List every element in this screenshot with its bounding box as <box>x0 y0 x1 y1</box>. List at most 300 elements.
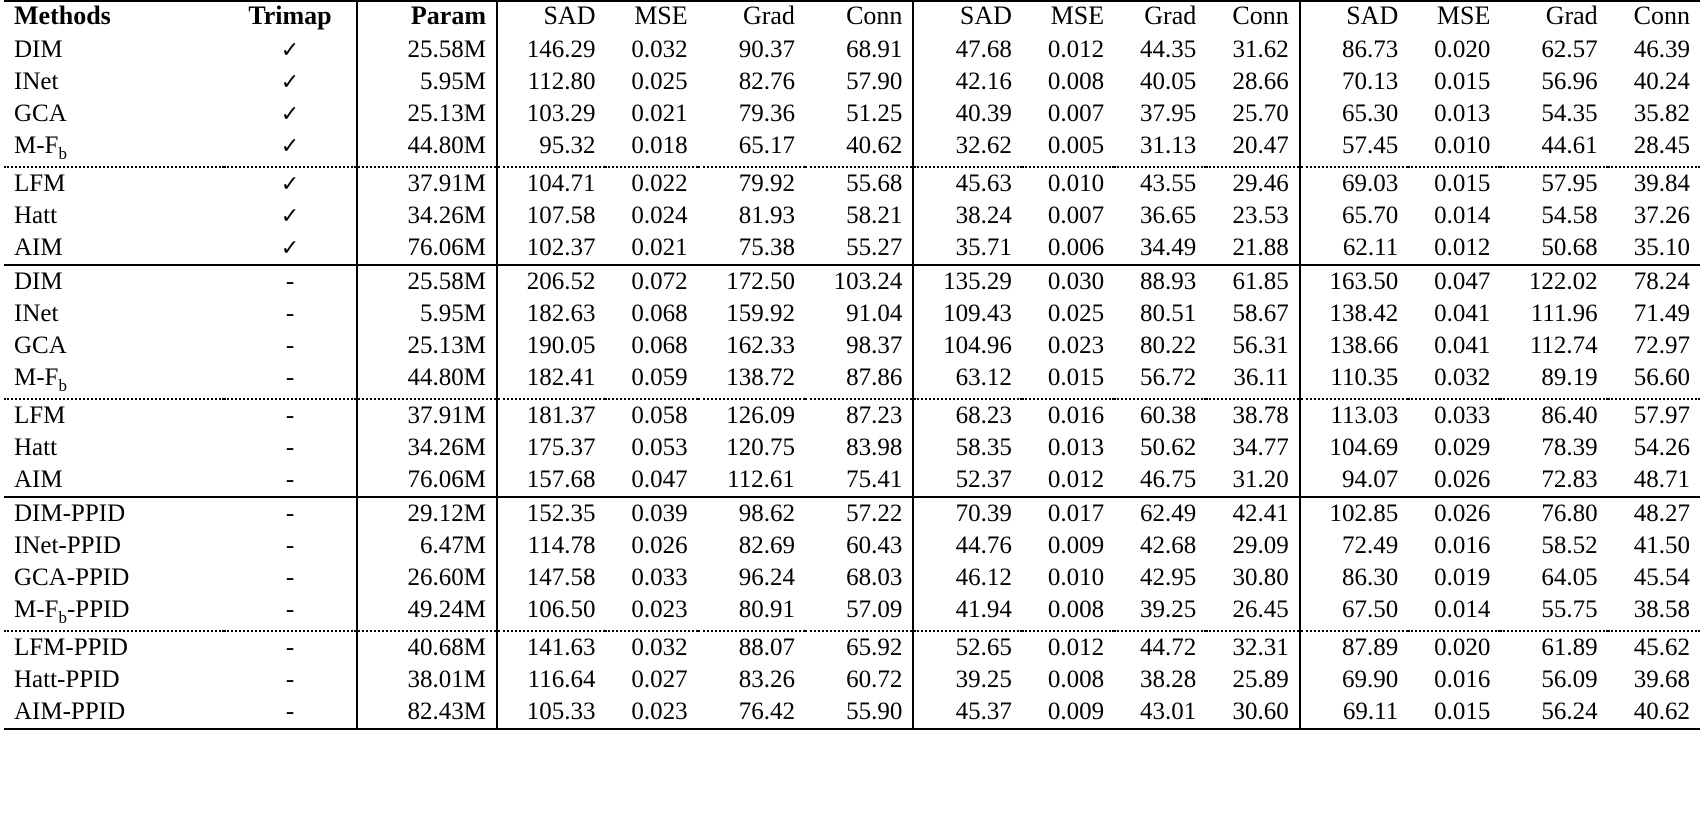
cell-metric: 58.52 <box>1541 532 1598 559</box>
cell-metric: 0.008 <box>1047 596 1105 623</box>
table-row <box>4 200 1700 232</box>
cell-metric: 0.008 <box>1047 666 1105 693</box>
cell-metric: 0.010 <box>1047 564 1105 591</box>
cell-metric: 112.61 <box>727 466 795 493</box>
cell-metric: 62.57 <box>1541 36 1598 63</box>
cell-param: 76.06M <box>357 464 497 497</box>
cell-metric: 82.76 <box>738 68 795 95</box>
cell-metric: 94.07 <box>1300 464 1408 497</box>
cell-param: 44.80M <box>357 130 497 167</box>
cell-metric: 0.033 <box>631 564 688 591</box>
cell-metric: 82.69 <box>738 532 795 559</box>
cell-param: 25.13M <box>357 330 497 362</box>
cell-metric: 42.16 <box>913 66 1021 98</box>
cell-metric: 65.92 <box>805 631 913 664</box>
header-g2-mse: MSE <box>1022 1 1114 34</box>
cell-method: AIM-PPID <box>4 696 224 729</box>
cell-metric: 56.60 <box>1633 364 1690 391</box>
cell-metric: 50.62 <box>1140 434 1197 461</box>
cell-metric: 0.023 <box>1047 332 1105 359</box>
cell-metric: 0.013 <box>1047 434 1105 461</box>
header-methods: Methods <box>4 1 224 34</box>
cell-metric: 45.37 <box>913 696 1021 729</box>
cell-metric: 72.49 <box>1300 530 1408 562</box>
header-trimap: Trimap <box>224 1 357 34</box>
cell-metric: 113.03 <box>1300 399 1408 432</box>
cell-metric: 206.52 <box>497 265 605 298</box>
cell-metric: 41.94 <box>913 594 1021 631</box>
cell-metric: 83.98 <box>846 434 903 461</box>
cell-param: 49.24M <box>357 594 497 631</box>
table-row <box>4 167 1700 200</box>
cell-metric: 96.24 <box>738 564 795 591</box>
cell-metric: 54.26 <box>1633 434 1690 461</box>
cell-metric: 0.012 <box>1047 466 1105 493</box>
cell-metric: 107.58 <box>497 200 605 232</box>
cell-metric: 57.45 <box>1300 130 1408 167</box>
table-row <box>4 362 1700 399</box>
cell-metric: 65.17 <box>738 132 795 159</box>
cell-trimap: - <box>224 265 357 298</box>
cell-metric: 0.021 <box>631 234 688 261</box>
cell-metric: 0.015 <box>1047 364 1105 391</box>
cell-metric: 152.35 <box>497 497 605 530</box>
cell-metric: 35.71 <box>913 232 1021 265</box>
cell-trimap: - <box>285 466 295 493</box>
cell-trimap: - <box>224 631 357 664</box>
cell-metric: 61.89 <box>1500 631 1607 664</box>
cell-method: INet <box>14 68 59 95</box>
cell-metric: 28.66 <box>1232 68 1289 95</box>
table-row <box>4 696 1700 729</box>
cell-trimap: - <box>285 564 295 591</box>
cell-param: 44.80M <box>357 362 497 399</box>
cell-metric: 29.09 <box>1232 532 1289 559</box>
cell-metric: 34.49 <box>1140 234 1197 261</box>
cell-param: 34.26M <box>357 200 497 232</box>
cell-method: LFM-PPID <box>4 631 224 664</box>
cell-metric: 89.19 <box>1541 364 1598 391</box>
cell-metric: 75.41 <box>846 466 903 493</box>
cell-metric: 0.024 <box>631 202 688 229</box>
cell-metric: 0.012 <box>1047 36 1105 63</box>
cell-metric: 30.60 <box>1206 696 1299 729</box>
cell-metric: 60.38 <box>1114 399 1206 432</box>
cell-metric: 54.35 <box>1541 100 1598 127</box>
cell-metric: 36.65 <box>1140 202 1197 229</box>
cell-metric: 86.40 <box>1500 399 1607 432</box>
cell-metric: 104.71 <box>497 167 605 200</box>
cell-metric: 71.49 <box>1633 300 1690 327</box>
cell-metric: 61.85 <box>1206 265 1299 298</box>
header-g1-sad: SAD <box>497 1 605 34</box>
cell-metric: 72.97 <box>1633 332 1690 359</box>
header-g3-sad: SAD <box>1300 1 1408 34</box>
cell-metric: 0.015 <box>1408 167 1500 200</box>
cell-method: LFM <box>4 167 224 200</box>
cell-metric: 98.37 <box>846 332 903 359</box>
cell-method: Hatt <box>14 434 58 461</box>
cell-metric: 172.50 <box>698 265 805 298</box>
cell-metric: 0.041 <box>1434 332 1491 359</box>
cell-method: $M-F_b$ <box>14 364 67 395</box>
cell-trimap: - <box>285 300 295 327</box>
cell-metric: 102.37 <box>497 232 605 265</box>
cell-metric: 0.025 <box>1047 300 1105 327</box>
cell-metric: 38.28 <box>1140 666 1197 693</box>
cell-metric: 0.013 <box>1434 100 1491 127</box>
cell-metric: 109.43 <box>913 298 1021 330</box>
cell-trimap: - <box>285 364 295 391</box>
table-row <box>4 594 1700 631</box>
cell-metric: 0.018 <box>631 132 688 159</box>
cell-metric: 56.96 <box>1541 68 1598 95</box>
cell-metric: 62.49 <box>1114 497 1206 530</box>
cell-metric: 106.50 <box>497 594 605 631</box>
cell-metric: 39.25 <box>1140 596 1197 623</box>
cell-metric: 88.07 <box>698 631 805 664</box>
cell-metric: 182.41 <box>497 362 605 399</box>
cell-metric: 80.91 <box>738 596 795 623</box>
cell-metric: 72.83 <box>1541 466 1598 493</box>
cell-metric: 70.39 <box>913 497 1021 530</box>
cell-metric: 0.014 <box>1434 202 1491 229</box>
cell-metric: 68.03 <box>846 564 903 591</box>
cell-metric: 110.35 <box>1300 362 1408 399</box>
table-row <box>4 130 1700 167</box>
cell-metric: 40.39 <box>913 98 1021 130</box>
table-row <box>4 34 1700 66</box>
cell-metric: 126.09 <box>698 399 805 432</box>
cell-method: Hatt-PPID <box>14 666 120 693</box>
cell-metric: 28.45 <box>1633 132 1690 159</box>
cell-metric: 54.58 <box>1541 202 1598 229</box>
cell-method: LFM <box>4 399 224 432</box>
cell-metric: 57.90 <box>846 68 903 95</box>
cell-metric: 30.80 <box>1232 564 1289 591</box>
header-param: Param <box>357 1 497 34</box>
cell-metric: 0.008 <box>1047 68 1105 95</box>
cell-metric: 120.75 <box>726 434 795 461</box>
table-row <box>4 631 1700 664</box>
header-g2-sad: SAD <box>913 1 1021 34</box>
cell-metric: 0.030 <box>1022 265 1114 298</box>
cell-param: 25.58M <box>357 34 497 66</box>
cell-metric: 36.11 <box>1233 364 1289 391</box>
cell-metric: 0.068 <box>631 300 688 327</box>
table-row <box>4 298 1700 330</box>
cell-metric: 0.023 <box>605 696 697 729</box>
cell-metric: 45.62 <box>1608 631 1700 664</box>
table-row <box>4 330 1700 362</box>
cell-metric: 79.36 <box>738 100 795 127</box>
cell-metric: 0.009 <box>1022 696 1114 729</box>
cell-metric: 39.25 <box>913 664 1021 696</box>
cell-metric: 31.20 <box>1232 466 1289 493</box>
header-g1-grad: Grad <box>698 1 805 34</box>
cell-metric: 69.90 <box>1300 664 1408 696</box>
cell-metric: 0.017 <box>1022 497 1114 530</box>
cell-method: DIM <box>4 265 224 298</box>
cell-metric: 56.72 <box>1140 364 1197 391</box>
cell-metric: 40.62 <box>1608 696 1700 729</box>
cell-metric: 0.016 <box>1434 666 1491 693</box>
cell-metric: 25.89 <box>1232 666 1289 693</box>
cell-metric: 0.041 <box>1434 300 1491 327</box>
cell-metric: 62.11 <box>1300 232 1408 265</box>
cell-metric: 116.64 <box>497 664 605 696</box>
cell-metric: 25.70 <box>1232 100 1289 127</box>
cell-metric: 69.11 <box>1300 696 1408 729</box>
cell-method: $M-F_b$ <box>14 132 67 163</box>
cell-metric: 138.66 <box>1300 330 1408 362</box>
cell-trimap: - <box>285 532 295 559</box>
cell-metric: 68.91 <box>846 36 903 63</box>
cell-metric: 57.97 <box>1608 399 1700 432</box>
cell-method: AIM <box>14 234 63 261</box>
cell-metric: 55.27 <box>846 234 903 261</box>
cell-metric: 0.026 <box>1408 497 1500 530</box>
cell-metric: 0.009 <box>1047 532 1105 559</box>
cell-metric: 70.13 <box>1300 66 1408 98</box>
cell-metric: 114.78 <box>497 530 605 562</box>
cell-metric: 190.05 <box>497 330 605 362</box>
cell-metric: 0.015 <box>1434 68 1491 95</box>
cell-metric: 32.62 <box>913 130 1021 167</box>
cell-metric: 0.032 <box>1434 364 1491 391</box>
cell-metric: 56.31 <box>1232 332 1289 359</box>
cell-metric: 103.29 <box>497 98 605 130</box>
cell-metric: 146.29 <box>497 34 605 66</box>
cell-metric: 75.38 <box>738 234 795 261</box>
cell-metric: 147.58 <box>497 562 605 594</box>
cell-param: 6.47M <box>357 530 497 562</box>
cell-param: 5.95M <box>357 66 497 98</box>
cell-metric: 0.068 <box>631 332 688 359</box>
cell-metric: 38.58 <box>1633 596 1690 623</box>
cell-metric: 52.65 <box>913 631 1021 664</box>
cell-metric: 34.77 <box>1232 434 1289 461</box>
cell-metric: 0.047 <box>631 466 688 493</box>
header-g2-grad: Grad <box>1114 1 1206 34</box>
cell-metric: 111.96 <box>1530 300 1598 327</box>
cell-metric: 0.020 <box>1408 631 1500 664</box>
cell-metric: 57.22 <box>805 497 913 530</box>
cell-metric: 0.039 <box>605 497 697 530</box>
cell-trimap: ✓ <box>224 167 357 200</box>
cell-param: 76.06M <box>357 232 497 265</box>
cell-metric: 0.007 <box>1047 202 1105 229</box>
cell-metric: 56.09 <box>1541 666 1598 693</box>
cell-param: 25.58M <box>357 265 497 298</box>
cell-trimap: - <box>285 332 295 359</box>
cell-metric: 0.032 <box>605 631 697 664</box>
table-row <box>4 497 1700 530</box>
header-row <box>4 1 1700 34</box>
cell-metric: 63.12 <box>913 362 1021 399</box>
cell-metric: 105.33 <box>497 696 605 729</box>
cell-method: INet <box>14 300 59 327</box>
cell-metric: 58.35 <box>913 432 1021 464</box>
cell-metric: 78.24 <box>1608 265 1700 298</box>
cell-metric: 0.015 <box>1408 696 1500 729</box>
cell-metric: 43.55 <box>1114 167 1206 200</box>
cell-metric: 104.69 <box>1300 432 1408 464</box>
cell-metric: 45.54 <box>1633 564 1690 591</box>
cell-metric: 159.92 <box>726 300 795 327</box>
cell-metric: 87.89 <box>1300 631 1408 664</box>
table-body <box>4 34 1700 729</box>
cell-metric: 35.82 <box>1633 100 1690 127</box>
cell-metric: 32.31 <box>1206 631 1299 664</box>
cell-metric: 39.84 <box>1608 167 1700 200</box>
cell-metric: 39.68 <box>1633 666 1690 693</box>
cell-method: DIM <box>14 36 63 63</box>
cell-metric: 81.93 <box>738 202 795 229</box>
cell-method: GCA <box>14 332 67 359</box>
table-row <box>4 98 1700 130</box>
cell-metric: 57.95 <box>1500 167 1607 200</box>
cell-trimap: ✓ <box>280 203 300 228</box>
cell-trimap: - <box>224 399 357 432</box>
table-header <box>4 1 1700 34</box>
cell-metric: 181.37 <box>497 399 605 432</box>
cell-metric: 0.020 <box>1434 36 1491 63</box>
cell-metric: 58.67 <box>1232 300 1289 327</box>
cell-metric: 76.80 <box>1500 497 1607 530</box>
cell-param: 34.26M <box>357 432 497 464</box>
cell-metric: 65.70 <box>1300 200 1408 232</box>
cell-metric: 78.39 <box>1541 434 1598 461</box>
cell-trimap: ✓ <box>280 69 300 94</box>
cell-param: 38.01M <box>357 664 497 696</box>
cell-metric: 98.62 <box>698 497 805 530</box>
header-g3-mse: MSE <box>1408 1 1500 34</box>
cell-metric: 0.021 <box>631 100 688 127</box>
cell-metric: 163.50 <box>1300 265 1408 298</box>
cell-metric: 0.033 <box>1408 399 1500 432</box>
cell-metric: 0.010 <box>1022 167 1114 200</box>
cell-metric: 51.25 <box>846 100 903 127</box>
cell-metric: 55.68 <box>805 167 913 200</box>
table-row <box>4 432 1700 464</box>
cell-metric: 44.72 <box>1114 631 1206 664</box>
cell-trimap: ✓ <box>280 37 300 62</box>
cell-metric: 87.23 <box>805 399 913 432</box>
cell-param: 25.13M <box>357 98 497 130</box>
cell-method: GCA-PPID <box>14 564 130 591</box>
cell-metric: 42.41 <box>1206 497 1299 530</box>
cell-metric: 0.072 <box>605 265 697 298</box>
cell-metric: 104.96 <box>913 330 1021 362</box>
cell-metric: 83.26 <box>738 666 795 693</box>
cell-metric: 29.46 <box>1206 167 1299 200</box>
cell-method: GCA <box>14 100 67 127</box>
cell-trimap: ✓ <box>280 133 300 158</box>
cell-metric: 65.30 <box>1300 98 1408 130</box>
cell-metric: 138.72 <box>726 364 795 391</box>
cell-metric: 0.006 <box>1047 234 1105 261</box>
cell-metric: 76.42 <box>698 696 805 729</box>
cell-metric: 112.74 <box>1529 332 1598 359</box>
cell-metric: 38.24 <box>913 200 1021 232</box>
cell-param: 5.95M <box>357 298 497 330</box>
header-g3-conn: Conn <box>1608 1 1700 34</box>
cell-trimap: - <box>224 497 357 530</box>
table-row <box>4 464 1700 497</box>
cell-trimap: ✓ <box>280 235 300 260</box>
cell-metric: 0.047 <box>1408 265 1500 298</box>
cell-metric: 80.51 <box>1140 300 1197 327</box>
cell-metric: 0.019 <box>1434 564 1491 591</box>
table-row <box>4 66 1700 98</box>
cell-metric: 157.68 <box>497 464 605 497</box>
cell-metric: 55.75 <box>1541 596 1598 623</box>
cell-param: 29.12M <box>357 497 497 530</box>
cell-metric: 37.95 <box>1140 100 1197 127</box>
cell-trimap: - <box>285 666 295 693</box>
cell-param: 82.43M <box>357 696 497 729</box>
cell-param: 40.68M <box>357 631 497 664</box>
cell-metric: 46.75 <box>1140 466 1197 493</box>
cell-metric: 48.71 <box>1633 466 1690 493</box>
cell-metric: 122.02 <box>1500 265 1607 298</box>
cell-metric: 44.61 <box>1541 132 1598 159</box>
cell-metric: 58.21 <box>846 202 903 229</box>
header-g1-mse: MSE <box>605 1 697 34</box>
results-table <box>4 0 1700 730</box>
cell-metric: 46.39 <box>1633 36 1690 63</box>
cell-metric: 40.62 <box>846 132 903 159</box>
cell-metric: 87.86 <box>846 364 903 391</box>
cell-metric: 26.45 <box>1232 596 1289 623</box>
cell-method: INet-PPID <box>14 532 121 559</box>
cell-metric: 0.016 <box>1434 532 1491 559</box>
table-row <box>4 232 1700 265</box>
cell-method: DIM-PPID <box>4 497 224 530</box>
cell-metric: 44.76 <box>913 530 1021 562</box>
cell-param: 37.91M <box>357 167 497 200</box>
cell-metric: 0.026 <box>1434 466 1491 493</box>
table-row <box>4 265 1700 298</box>
cell-metric: 0.010 <box>1434 132 1491 159</box>
cell-metric: 175.37 <box>497 432 605 464</box>
cell-metric: 35.10 <box>1633 234 1690 261</box>
cell-metric: 162.33 <box>726 332 795 359</box>
cell-metric: 64.05 <box>1541 564 1598 591</box>
cell-trimap: - <box>285 434 295 461</box>
cell-metric: 23.53 <box>1232 202 1289 229</box>
cell-metric: 46.12 <box>913 562 1021 594</box>
cell-metric: 91.04 <box>846 300 903 327</box>
cell-metric: 0.026 <box>631 532 688 559</box>
cell-metric: 90.37 <box>738 36 795 63</box>
cell-metric: 0.027 <box>631 666 688 693</box>
header-g1-conn: Conn <box>805 1 913 34</box>
cell-metric: 86.73 <box>1300 34 1408 66</box>
cell-metric: 0.053 <box>631 434 688 461</box>
cell-metric: 44.35 <box>1140 36 1197 63</box>
cell-metric: 141.63 <box>497 631 605 664</box>
cell-metric: 57.09 <box>846 596 903 623</box>
cell-metric: 0.005 <box>1047 132 1105 159</box>
cell-metric: 55.90 <box>805 696 913 729</box>
cell-metric: 50.68 <box>1541 234 1598 261</box>
cell-metric: 0.012 <box>1434 234 1491 261</box>
table-row <box>4 664 1700 696</box>
cell-metric: 138.42 <box>1300 298 1408 330</box>
table-row <box>4 399 1700 432</box>
